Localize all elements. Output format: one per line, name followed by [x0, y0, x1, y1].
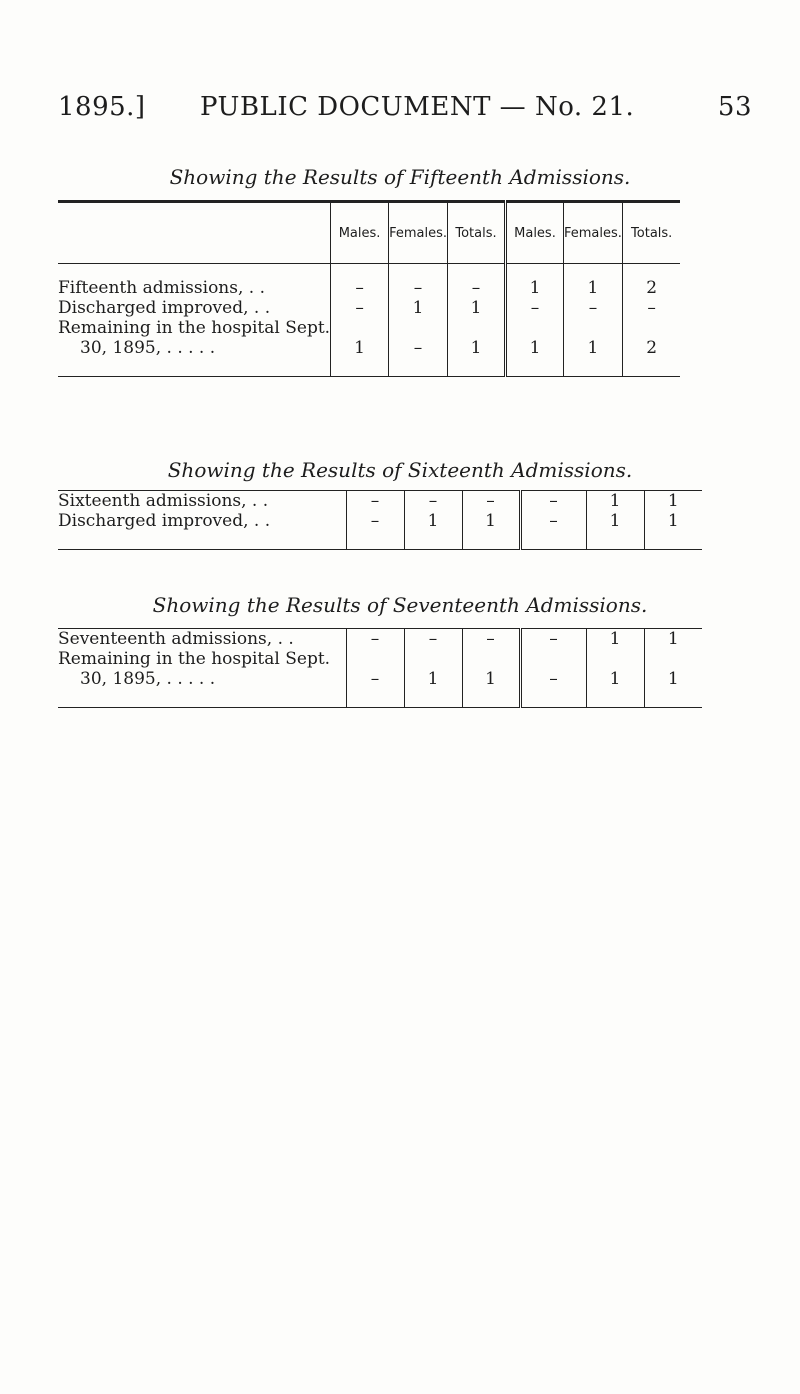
table-cell: [346, 629, 404, 650]
count-value: 1: [354, 337, 365, 358]
row-label: [58, 298, 331, 318]
count-value: 1: [412, 298, 424, 318]
table-cell: [346, 649, 404, 707]
page-title: PUBLIC DOCUMENT — No. 21.: [200, 92, 635, 122]
table-cell: [644, 629, 702, 650]
page-number: 53: [717, 92, 752, 122]
table-cell: [520, 491, 586, 512]
table-fifteenth-admissions: [58, 200, 680, 377]
table-row: [58, 264, 680, 299]
count-value: 1: [587, 278, 599, 298]
dash-value: –: [413, 337, 423, 358]
table-cell: [448, 264, 506, 299]
table-cell: [564, 318, 623, 376]
table-cell: [644, 491, 702, 512]
dash-value: –: [370, 668, 380, 689]
table-header-row: [58, 202, 680, 264]
table-cell: [586, 629, 644, 650]
row-label: [58, 649, 346, 707]
count-value: 1: [667, 668, 679, 689]
count-value: 1: [427, 668, 439, 689]
count-value: 1: [529, 278, 541, 298]
row-label: [58, 318, 331, 376]
row-label: [58, 511, 346, 550]
table-row: [58, 649, 702, 707]
table-cell: [622, 318, 680, 376]
row-label: [58, 491, 346, 512]
col-females: Females.: [389, 202, 448, 264]
table-cell: [586, 649, 644, 707]
table-cell: [506, 318, 564, 376]
row-label-line: Discharged improved, . .: [58, 298, 271, 318]
page-header: [58, 92, 752, 122]
row-label: [58, 264, 331, 299]
col-males: Males.: [506, 202, 564, 264]
row-label-line: 30, 1895, . . . . .: [80, 669, 216, 689]
count-value: 1: [470, 298, 482, 318]
row-label: [58, 629, 346, 650]
table-cell: [586, 491, 644, 512]
dash-value: –: [486, 491, 495, 511]
count-value: 1: [529, 337, 541, 358]
count-value: 1: [609, 629, 621, 649]
count-value: 1: [667, 511, 679, 531]
dash-value: –: [549, 511, 558, 531]
table-cell: [506, 298, 564, 318]
table-cell: [448, 318, 506, 376]
table-cell: [564, 264, 623, 299]
table-cell: [586, 511, 644, 550]
count-value: 1: [470, 337, 482, 358]
table-cell: [389, 298, 448, 318]
row-label-line: Discharged improved, . .: [58, 511, 271, 531]
table-cell: [404, 511, 462, 550]
table-cell: [404, 629, 462, 650]
count-value: 1: [667, 491, 679, 511]
table-cell: [520, 649, 586, 707]
col-totals: Totals.: [622, 202, 680, 264]
count-value: 1: [485, 668, 496, 689]
row-label-line: 30, 1895, . . . . .: [80, 338, 216, 358]
table-cell: [520, 511, 586, 550]
table-cell: [462, 629, 520, 650]
dash-value: –: [428, 629, 438, 649]
dash-value: –: [549, 668, 558, 689]
dash-value: –: [549, 491, 558, 511]
table-cell: [331, 298, 389, 318]
caption-fifteenth: Showing the Results of Fifteenth Admissions.: [169, 165, 631, 189]
table-cell: [404, 649, 462, 707]
dash-value: –: [530, 298, 540, 318]
count-value: 1: [427, 511, 439, 531]
table-row: [58, 298, 680, 318]
dash-value: –: [370, 629, 380, 649]
row-label-line: Seventeenth admissions, . .: [58, 629, 294, 649]
table-cell: [644, 511, 702, 550]
dash-value: –: [486, 629, 495, 649]
count-value: 1: [609, 511, 621, 531]
table-cell: [389, 264, 448, 299]
dash-value: –: [370, 511, 380, 531]
table-cell: [506, 264, 564, 299]
col-females: Females.: [564, 202, 623, 264]
table-cell: [622, 298, 680, 318]
table-sixteenth-admissions: [58, 490, 702, 550]
row-label-line: Sixteenth admissions, . .: [58, 491, 269, 511]
table-cell: [346, 511, 404, 550]
table-cell: [331, 264, 389, 299]
dash-value: –: [355, 298, 364, 318]
page-year: 1895.]: [58, 92, 146, 122]
row-label-line: Remaining in the hospital Sept.: [58, 318, 331, 338]
dash-value: –: [549, 629, 558, 649]
table-cell: [462, 649, 520, 707]
table-row: [58, 511, 702, 550]
dash-value: –: [647, 298, 656, 318]
table-cell: [389, 318, 448, 376]
caption-sixteenth: Showing the Results of Sixteenth Admissions.: [167, 458, 633, 482]
row-label-line: Fifteenth admissions, . .: [58, 278, 265, 298]
table-row: [58, 491, 702, 512]
count-value: 2: [646, 278, 658, 298]
table-cell: [622, 264, 680, 299]
table-cell: [462, 491, 520, 512]
count-value: 1: [485, 511, 496, 531]
dash-value: –: [370, 491, 380, 511]
dash-value: –: [588, 298, 598, 318]
table-cell: [448, 298, 506, 318]
table-cell: [564, 298, 623, 318]
table-cell: [404, 491, 462, 512]
dash-value: –: [471, 278, 481, 298]
count-value: 2: [646, 337, 658, 358]
row-label-line: Remaining in the hospital Sept.: [58, 649, 331, 669]
table-row: [58, 318, 680, 376]
count-value: 1: [667, 629, 679, 649]
table-cell: [346, 491, 404, 512]
caption-seventeenth: Showing the Results of Seventeenth Admissions.: [152, 593, 648, 617]
table-cell: [644, 649, 702, 707]
col-totals: Totals.: [448, 202, 506, 264]
col-males: Males.: [331, 202, 389, 264]
count-value: 1: [587, 337, 599, 358]
table-cell: [462, 511, 520, 550]
dash-value: –: [355, 278, 364, 298]
table-cell: [520, 629, 586, 650]
table-row: [58, 629, 702, 650]
table-seventeenth-admissions: [58, 628, 702, 708]
table-cell: [331, 318, 389, 376]
count-value: 1: [609, 491, 621, 511]
count-value: 1: [609, 668, 621, 689]
dash-value: –: [413, 278, 423, 298]
dash-value: –: [428, 491, 438, 511]
